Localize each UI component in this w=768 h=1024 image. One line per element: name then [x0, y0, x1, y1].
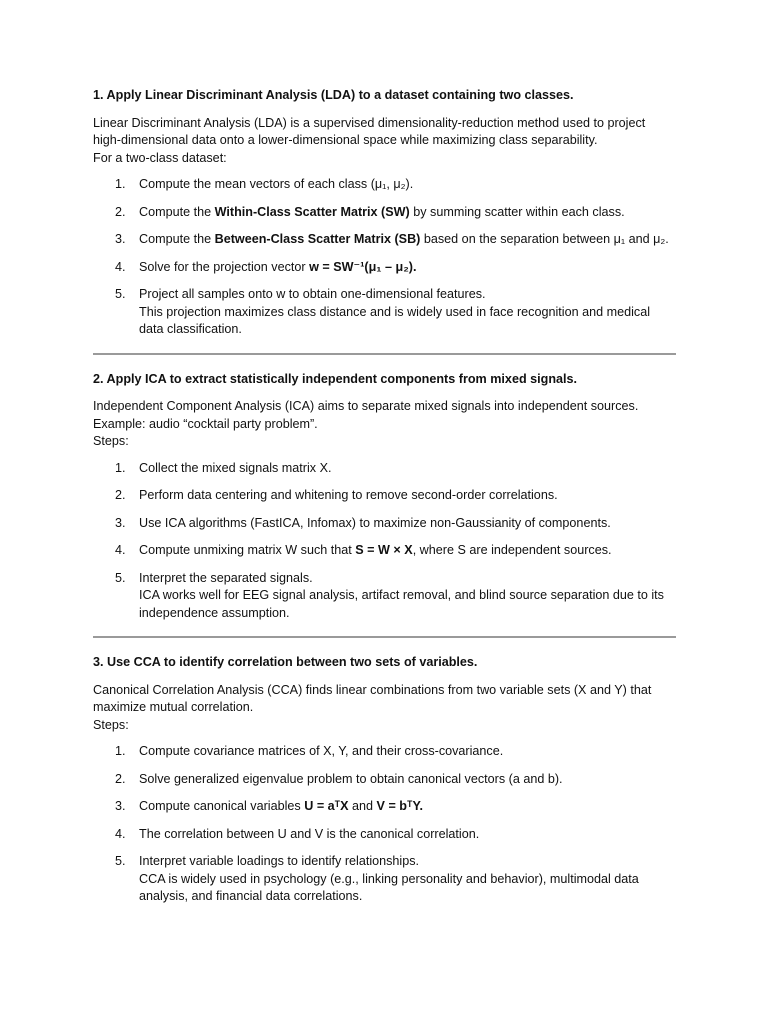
list-item — [93, 460, 676, 478]
list-item — [93, 542, 676, 560]
step-bold-term: Between-Class Scatter Matrix (SB) — [214, 232, 421, 246]
step-number: 2. — [115, 204, 126, 219]
step-bold-term: Within-Class Scatter Matrix (SW) — [214, 204, 410, 219]
step-bold-formula: w = SW⁻¹(μ₁ – μ₂) — [309, 259, 413, 274]
step-text: . — [413, 259, 417, 274]
step-text: and — [348, 799, 377, 813]
steps-list — [93, 460, 676, 623]
section-intro — [93, 398, 676, 451]
step-number: 3. — [115, 232, 126, 246]
step-text: Perform data centering and whitening to remove second-order correlations. — [139, 488, 558, 502]
step-number: 4. — [115, 543, 126, 557]
list-item — [93, 286, 676, 339]
intro-line: Steps: — [93, 717, 129, 732]
intro-line: Independent Component Analysis (ICA) aims to separate mixed signals into independent sources. — [93, 399, 639, 413]
list-item — [93, 176, 676, 194]
step-number: 1. — [115, 744, 126, 758]
list-item — [93, 487, 676, 505]
list-item — [93, 771, 676, 789]
step-number: 4. — [115, 826, 126, 841]
step-number: 5. — [115, 570, 126, 585]
step-note: CCA is widely used in psychology (e.g., linking personality and behavior), multimodal data — [139, 871, 639, 886]
step-text: based on the separation between μ₁ and μ₂. — [420, 232, 669, 246]
intro-line: Example: audio “cocktail party problem”. — [93, 416, 318, 431]
step-number: 3. — [115, 515, 126, 530]
step-text: The correlation between U and V is the canonical correlation. — [139, 826, 480, 841]
step-text: . — [419, 799, 423, 813]
list-item — [93, 570, 676, 623]
section-intro — [93, 682, 676, 735]
list-item — [93, 259, 676, 277]
step-text: Compute unmixing matrix W such that — [139, 543, 356, 557]
step-number: 1. — [115, 177, 126, 191]
intro-line: For a two-class dataset: — [93, 150, 227, 165]
section-divider — [93, 636, 676, 638]
list-item — [93, 798, 676, 816]
section-title: 2. Apply ICA to extract statistically independent components from mixed signals. — [93, 371, 578, 386]
list-item — [93, 515, 676, 533]
steps-list — [93, 176, 676, 339]
step-note: This projection maximizes class distance and is widely used in face recognition and medical — [139, 304, 650, 319]
intro-line: Linear Discriminant Analysis (LDA) is a supervised dimensionality-reduction method used to project — [93, 115, 646, 130]
intro-line: high-dimensional data onto a lower-dimensional space while maximizing class separability. — [93, 133, 598, 147]
step-text: Compute canonical variables — [139, 799, 305, 813]
step-text: Compute the — [139, 232, 215, 246]
section-ica — [93, 371, 676, 623]
step-number: 4. — [115, 259, 126, 274]
steps-list — [93, 743, 676, 906]
step-text: Use ICA algorithms (FastICA, Infomax) to maximize non-Gaussianity of components. — [139, 515, 611, 530]
step-note: data classification. — [139, 322, 242, 336]
step-number: 5. — [115, 287, 126, 301]
step-number: 2. — [115, 488, 126, 502]
step-bold-formula: U = aᵀX — [304, 799, 349, 813]
step-text: Compute the mean vectors of each class (μ₁, μ₂). — [139, 177, 414, 191]
step-number: 2. — [115, 771, 126, 786]
step-text: , where S are independent sources. — [412, 543, 612, 557]
step-text: Interpret variable loadings to identify relationships. — [139, 854, 420, 868]
list-item — [93, 204, 676, 222]
list-item — [93, 743, 676, 761]
list-item — [93, 231, 676, 249]
section-divider — [93, 353, 676, 355]
step-text: Compute covariance matrices of X, Y, and their cross-covariance. — [139, 744, 504, 758]
intro-line: maximize mutual correlation. — [93, 700, 254, 714]
intro-line: Canonical Correlation Analysis (CCA) finds linear combinations from two variable sets (X and Y) that — [93, 682, 652, 697]
step-text: Solve generalized eigenvalue problem to obtain canonical vectors (a and b). — [139, 771, 563, 786]
step-number: 1. — [115, 460, 126, 475]
list-item — [93, 853, 676, 906]
step-number: 5. — [115, 854, 126, 868]
step-number: 3. — [115, 799, 126, 813]
step-note: independence assumption. — [139, 605, 290, 620]
section-cca — [93, 654, 676, 906]
step-text: Compute the — [139, 204, 215, 219]
section-intro — [93, 115, 676, 168]
section-title: 3. Use CCA to identify correlation between two sets of variables. — [93, 655, 478, 669]
step-text: Collect the mixed signals matrix X. — [139, 460, 332, 475]
step-text: Solve for the projection vector — [139, 259, 310, 274]
list-item — [93, 826, 676, 844]
step-note: ICA works well for EEG signal analysis, artifact removal, and blind source separation due to its — [139, 588, 664, 602]
section-lda — [93, 87, 676, 339]
step-text: Interpret the separated signals. — [139, 570, 313, 585]
section-title: 1. Apply Linear Discriminant Analysis (LDA) to a dataset containing two classes. — [93, 88, 574, 102]
step-text: Project all samples onto w to obtain one-dimensional features. — [139, 287, 486, 301]
step-bold-formula: V = bᵀY — [376, 799, 420, 813]
step-bold-formula: S = W × X — [355, 543, 413, 557]
intro-line: Steps: — [93, 434, 129, 448]
step-note: analysis, and financial data correlations. — [139, 889, 363, 903]
step-text: by summing scatter within each class. — [409, 204, 625, 219]
